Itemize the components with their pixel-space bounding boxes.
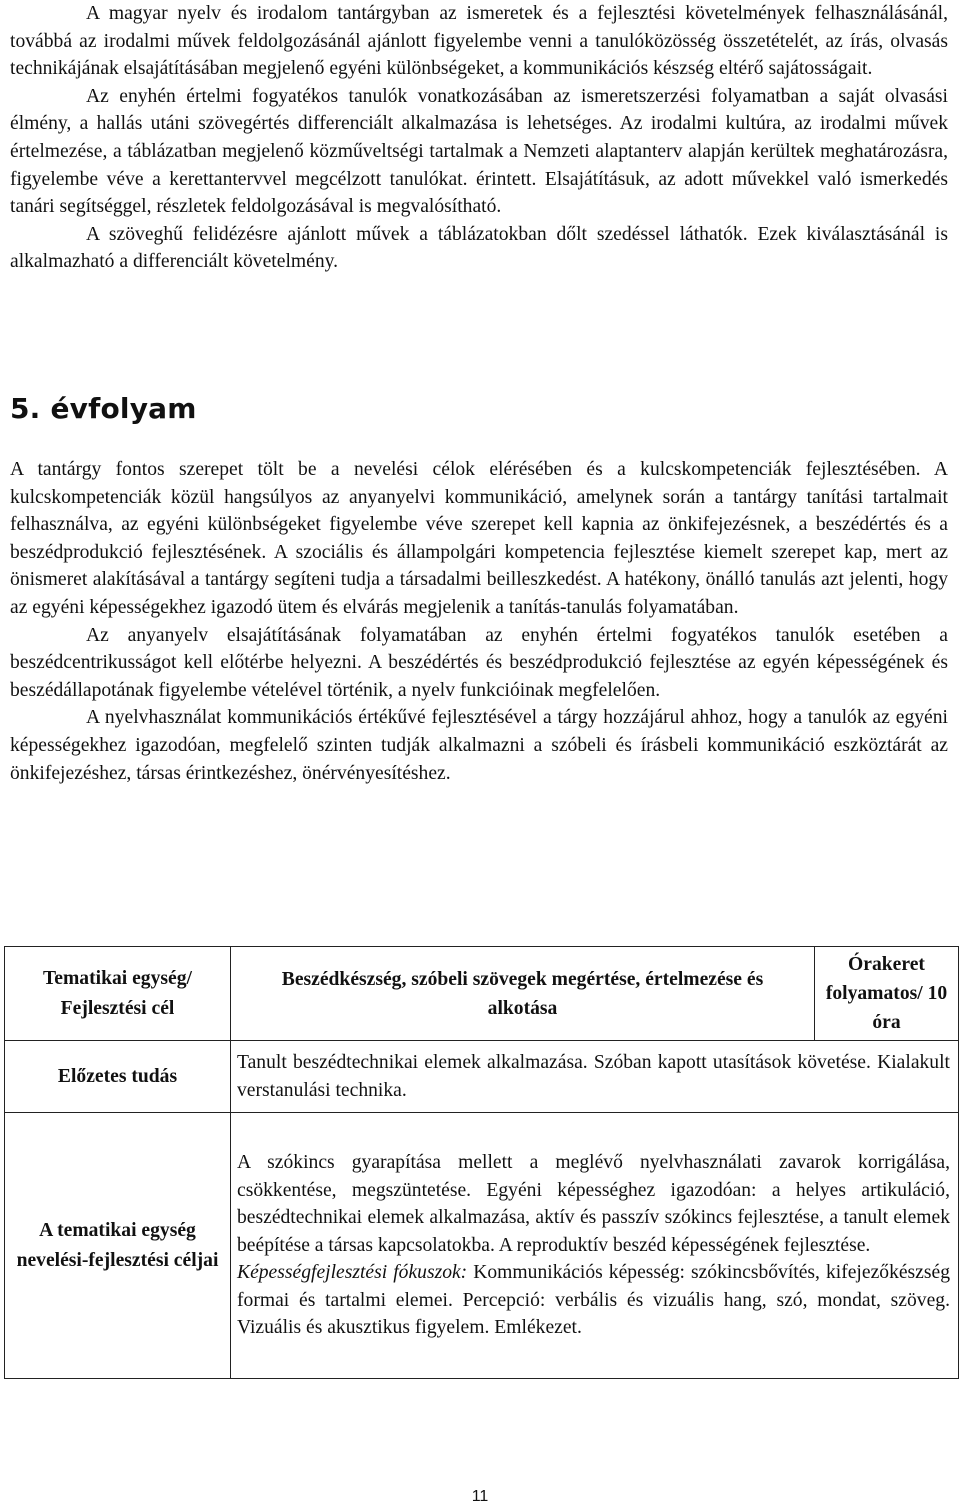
focus-text: Kommunikációs képesség: szókincsbővítés, kifejezőkészség formai és tartalmi elemei. Percepció: verbális és vizuális hang, szó, mondat, szöveg. Vizuális és akusztikus figyelem. Emlékezet. <box>237 1262 951 1339</box>
unit-label: Tematikai egység/ Fejlesztési cél <box>43 967 192 1019</box>
section-paragraph-1: A tantárgy fontos szerepet tölt be a nevelési célok elérésében és a kulcskompetenciák fejlesztésében. A kulcskompetenciák közül hangsúlyos az anyanyelvi kommunikáció, amelynek során a tantárgy tanítási tartalmait felhasználva, az egyéni különbségeket figyelembe véve szerepet kell kapnia az önkifejezésnek, a beszédértés és a beszédprodukció fejlesztésének. A szociális és állampolgári kompetencia fejlesztése kiemelt szerepet kap, mert az önismeret alakításával a tantárgy segíteni tudja a társadalmi beilleszkedést. A hatékony, önálló tanulás azt jelenti, hogy az egyéni képességekhez igazodó ütem és elvárás megjelenik a tanítás-tanulás folyamatában. <box>10 459 948 618</box>
prior-knowledge-text: Tanult beszédtechnikai elemek alkalmazása. Szóban kapott utasítások követése. Kialakult verstanulási technika. <box>237 1051 950 1101</box>
table-row <box>5 1041 959 1113</box>
prior-text-cell <box>231 1041 959 1113</box>
goals-label-cell <box>5 1113 231 1379</box>
section-heading: 5. évfolyam <box>10 392 197 425</box>
intro-paragraph-3: A szöveghű felidézésre ajánlott művek a táblázatokban dőlt szedéssel láthatók. Ezek kiválasztásánál is alkalmazható a differenciált követelmény. <box>10 223 948 273</box>
goals-label: A tematikai egység nevelési-fejlesztési céljai <box>16 1219 219 1271</box>
section-paragraph-3: A nyelvhasználat kommunikációs értékűvé fejlesztésével a tárgy hozzájárul ahhoz, hogy a tanulók az egyéni képességekhez igazodóan, megfelelő szinten tudják alkalmazni a szóbeli és írásbeli kommunikáció eszköztárát az önkifejezéshez, társas érintkezéshez, önérvényesítéshez. <box>10 707 948 784</box>
prior-label-cell <box>5 1041 231 1113</box>
unit-title: Beszédkészség, szóbeli szövegek megértése, értelmezése és alkotása <box>281 968 764 1019</box>
page-number: 11 <box>471 1488 489 1505</box>
table-row <box>5 1113 959 1379</box>
goals-text: A szókincs gyarapítása mellett a meglévő nyelvhasználati zavarok korrigálása, csökkentése, megszüntetése. Egyéni képességhez igazodóan: a helyes artikuláció, beszédtechnikai elemek alkalmazása, aktív és passzív szókincs fejlesztése, a tanult elemek beépítése a társas kapcsolatokba. A reproduktív beszéd képességének fejlesztése. <box>237 1151 950 1256</box>
intro-section <box>10 0 948 276</box>
hours-cell <box>815 947 959 1041</box>
grade-section-text <box>10 456 948 787</box>
table-row <box>5 947 959 1041</box>
unit-title-cell <box>231 947 815 1041</box>
goals-text-cell <box>231 1113 959 1379</box>
thematic-unit-table <box>4 946 959 1379</box>
hours-label: Órakeret folyamatos/ 10 óra <box>825 954 948 1033</box>
intro-paragraph-2: Az enyhén értelmi fogyatékos tanulók vonatkozásában az ismeretszerzési folyamatban a saját olvasási élmény, a hallás utáni szövegértés differenciált alkalmazása is lehetséges. Az irodalmi kultúra, az irodalmi művek értelmezése, a táblázatban megjelenő közműveltségi tartalmak a Nemzeti alaptanterv alapján kerültek meghatározásra, figyelembe véve a kerettantervvel megcélzott tanulókat. érintett. Elsajátításuk, az adott művekkel való ismerkedés tanári segítséggel, részletek feldolgozásával is megvalósítható. <box>10 85 948 218</box>
section-paragraph-2: Az anyanyelv elsajátításának folyamatában az enyhén értelmi fogyatékos tanulók esetében a beszédcentrikusságot kell előtérbe helyezni. A beszédértés és beszédprodukció fejlesztése az egyén képességének és beszédállapotának figyelembe vételével történik, a nyelv funkcióinak megfelelően. <box>10 624 948 701</box>
unit-label-cell <box>5 947 231 1041</box>
focus-paragraph <box>237 1259 950 1342</box>
intro-paragraph-1: A magyar nyelv és irodalom tantárgyban az ismeretek és a fejlesztési követelmények felhasználásánál, továbbá az irodalmi művek feldolgozásánál ajánlott figyelembe venni a tanulóközösség összetételét, az írás, olvasás technikájának elsajátításában megjelenő egyéni különbségeket, a kommunikációs készség eltérő sajátosságait. <box>10 3 948 80</box>
prior-knowledge-label: Előzetes tudás <box>57 1065 178 1087</box>
focus-label: Képességfejlesztési fókuszok: <box>237 1262 468 1284</box>
